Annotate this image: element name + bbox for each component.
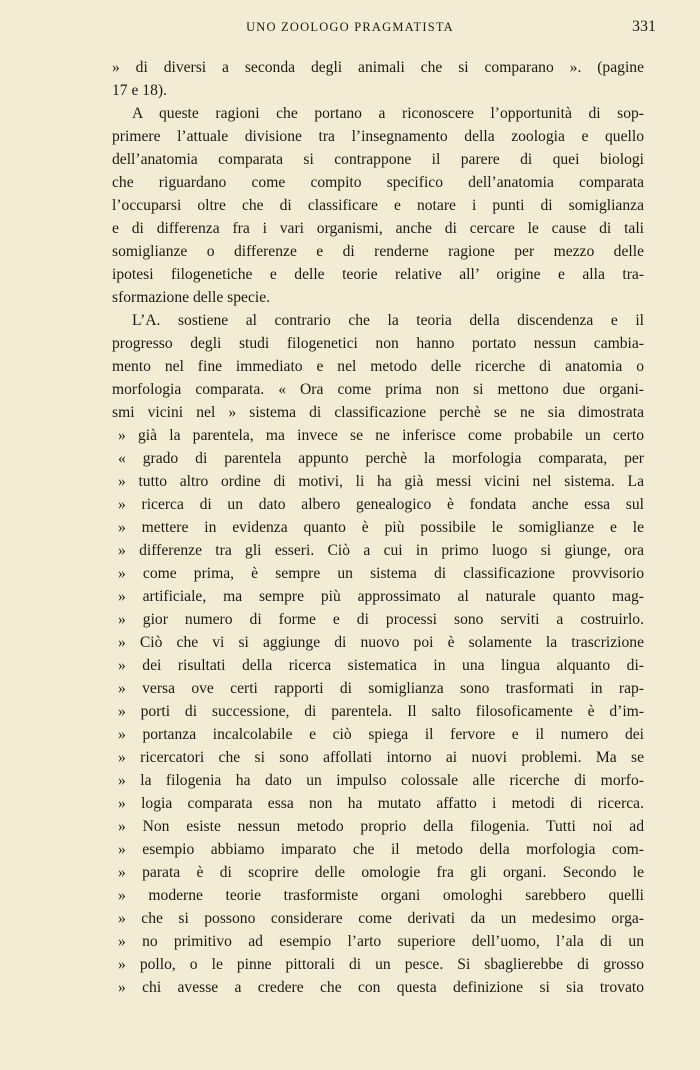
- text-line: » artificiale, ma sempre più approssimato al naturale quanto mag-: [118, 588, 644, 605]
- text-line: » tutto altro ordine di motivi, li ha già messi vicini nel sistema. La: [118, 473, 644, 490]
- text-line: sformazione delle specie.: [112, 289, 271, 306]
- text-line: A queste ragioni che portano a riconoscere l’opportunità di sop-: [132, 105, 644, 122]
- text-line: » ricercatori che si sono affollati intorno ai nuovi problemi. Ma se: [118, 749, 644, 766]
- text-line: » la filogenia ha dato un impulso colossale alle ricerche di morfo-: [118, 772, 644, 789]
- text-line: dell’anatomia comparata si contrappone il parere di quei biologi: [112, 151, 644, 168]
- text-line: morfologia comparata. « Ora come prima non si mettono due organi-: [112, 381, 644, 398]
- page-header: [0, 18, 700, 40]
- text-line: 17 e 18).: [112, 82, 167, 99]
- text-line: » ricerca di un dato albero genealogico è fondata anche essa sul: [118, 496, 644, 513]
- text-line: primere l’attuale divisione tra l’insegnamento della zoologia e quello: [112, 128, 644, 145]
- text-line: » esempio abbiamo imparato che il metodo della morfologia com-: [118, 841, 644, 858]
- text-line: somiglianze o differenze e di renderne ragione per mezzo delle: [112, 243, 644, 260]
- text-line: » versa ove certi rapporti di somiglianza sono trasformati in rap-: [118, 680, 644, 697]
- text-line: » logia comparata essa non ha mutato affatto i metodi di ricerca.: [118, 795, 644, 812]
- text-line: » che si possono considerare come derivati da un medesimo orga-: [118, 910, 644, 927]
- text-line: e di differenza fra i vari organismi, anche di cercare le cause di tali: [112, 220, 644, 237]
- text-line: » dei risultati della ricerca sistematica in una lingua alquanto di-: [118, 657, 644, 674]
- text-line: » no primitivo ad esempio l’arto superiore dell’uomo, l’ala di un: [118, 933, 644, 950]
- text-line: progresso degli studi filogenetici non hanno portato nessun cambia-: [112, 335, 644, 352]
- text-line: L’A. sostiene al contrario che la teoria della discendenza e il: [132, 312, 644, 329]
- text-line: » parata è di scoprire delle omologie fra gli organi. Secondo le: [118, 864, 644, 881]
- text-line: » pollo, o le pinne pittorali di un pesce. Si sbaglierebbe di grosso: [118, 956, 644, 973]
- text-line: » gior numero di forme e di processi sono serviti a costruirlo.: [118, 611, 644, 628]
- text-line: « grado di parentela appunto perchè la morfologia comparata, per: [118, 450, 644, 467]
- text-line: » di diversi a seconda degli animali che si comparano ». (pagine: [112, 59, 644, 76]
- text-line: » mettere in evidenza quanto è più possibile le somiglianze e le: [118, 519, 644, 536]
- text-line: » portanza incalcolabile e ciò spiega il fervore e il numero dei: [118, 726, 644, 743]
- text-line: » Non esiste nessun metodo proprio della filogenia. Tutti noi ad: [118, 818, 644, 835]
- page-number: 331: [632, 18, 656, 35]
- text-line: mento nel fine immediato e nel metodo delle ricerche di anatomia o: [112, 358, 644, 375]
- text-line: l’occuparsi oltre che di classificare e notare i punti di somiglianza: [112, 197, 644, 214]
- text-line: » moderne teorie trasformiste organi omologhi sarebbero quelli: [118, 887, 644, 904]
- text-line: » Ciò che vi si aggiunge di nuovo poi è solamente la trascrizione: [118, 634, 644, 651]
- running-title: UNO ZOOLOGO PRAGMATISTA: [246, 20, 454, 34]
- text-line: che riguardano come compito specifico dell’anatomia comparata: [112, 174, 644, 191]
- text-line: » già la parentela, ma invece se ne inferisce come probabile un certo: [118, 427, 644, 444]
- text-line: » come prima, è sempre un sistema di classificazione provvisorio: [118, 565, 644, 582]
- text-line: » chi avesse a credere che con questa definizione si sia trovato: [118, 979, 644, 996]
- text-line: » porti di successione, di parentela. Il salto filosoficamente è d’im-: [118, 703, 644, 720]
- text-line: » differenze tra gli esseri. Ciò a cui in primo luogo si giunge, ora: [118, 542, 644, 559]
- text-line: smi vicini nel » sistema di classificazione perchè se ne sia dimostrata: [112, 404, 644, 421]
- text-line: ipotesi filogenetiche e delle teorie relative all’ origine e alla tra-: [112, 266, 644, 283]
